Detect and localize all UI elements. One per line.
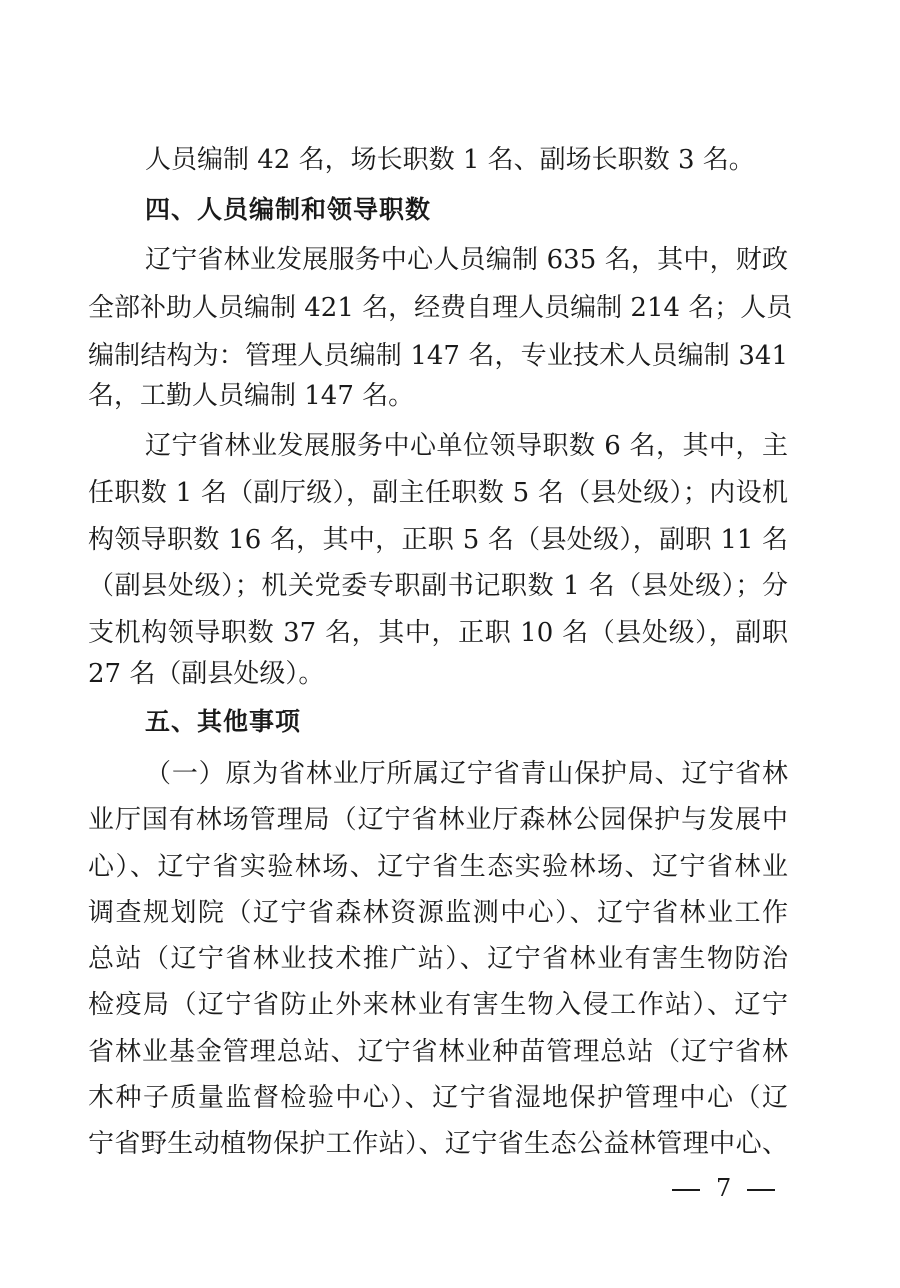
body-text-line: 任职数 1 名（副厅级），副主任职数 5 名（县处级）；内设机 [88, 478, 788, 508]
body-text-line: 名，工勤人员编制 147 名。 [88, 381, 415, 411]
page-number: 7 [716, 1174, 732, 1202]
body-text-line: 总站（辽宁省林业技术推广站）、辽宁省林业有害生物防治 [88, 944, 788, 974]
body-text-line: 编制结构为：管理人员编制 147 名，专业技术人员编制 341 [88, 341, 788, 371]
section-heading: 四、人员编制和领导职数 [145, 195, 432, 224]
page-footer [672, 1168, 775, 1208]
body-text-line: （副县处级）；机关党委专职副书记职数 1 名（县处级）；分 [88, 571, 788, 601]
body-text-line: 辽宁省林业发展服务中心人员编制 635 名，其中，财政 [145, 245, 788, 275]
body-text-line: （一）原为省林业厅所属辽宁省青山保护局、辽宁省林 [145, 759, 788, 789]
body-text-line: 省林业基金管理总站、辽宁省林业种苗管理总站（辽宁省林 [88, 1037, 788, 1067]
body-text-line: 人员编制 42 名，场长职数 1 名、副场长职数 3 名。 [145, 145, 755, 175]
body-text-line: 检疫局（辽宁省防止外来林业有害生物入侵工作站）、辽宁 [88, 990, 788, 1020]
body-text-line: 辽宁省林业发展服务中心单位领导职数 6 名，其中，主 [145, 431, 788, 461]
body-text-line: 调查规划院（辽宁省森林资源监测中心）、辽宁省林业工作 [88, 898, 788, 928]
dash-right [747, 1189, 775, 1191]
body-text-line: 木种子质量监督检验中心）、辽宁省湿地保护管理中心（辽 [88, 1083, 788, 1113]
section-heading: 五、其他事项 [145, 707, 302, 736]
body-text-line: 宁省野生动植物保护工作站）、辽宁省生态公益林管理中心、 [88, 1129, 788, 1159]
body-text-line: 构领导职数 16 名，其中，正职 5 名（县处级），副职 11 名 [88, 525, 788, 555]
body-text-line: 全部补助人员编制 421 名，经费自理人员编制 214 名；人员 [88, 293, 793, 323]
body-text-line: 27 名（副县处级）。 [88, 659, 325, 689]
dash-left [672, 1189, 700, 1191]
body-text-line: 支机构领导职数 37 名，其中，正职 10 名（县处级），副职 [88, 618, 788, 648]
body-text-line: 业厅国有林场管理局（辽宁省林业厅森林公园保护与发展中 [88, 805, 788, 835]
body-text-line: 心）、辽宁省实验林场、辽宁省生态实验林场、辽宁省林业 [88, 852, 788, 882]
